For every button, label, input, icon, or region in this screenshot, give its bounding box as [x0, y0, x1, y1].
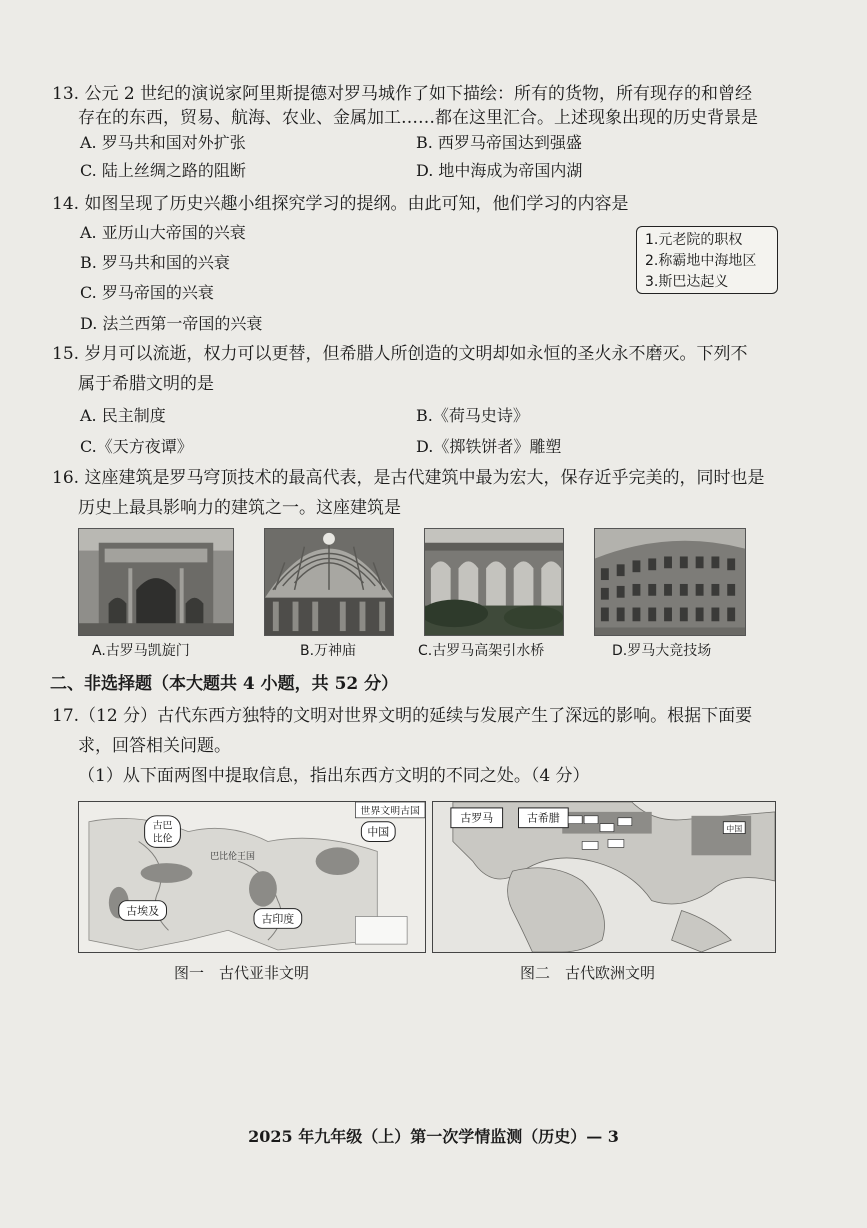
q16-stem-line1: 16. 这座建筑是罗马穹顶技术的最高代表，是古代建筑中最为宏大，保存近乎完美的，同时也是: [52, 468, 765, 488]
map-european-civilizations: [432, 801, 776, 953]
q15-stem-line1: 15. 岁月可以流逝，权力可以更替，但希腊人所创造的文明却如永恒的圣火永不磨灭。下列不: [52, 344, 748, 364]
outline-item: 1.元老院的职权: [645, 232, 743, 248]
q14-option-b[interactable]: B. 罗马共和国的兴衰: [80, 253, 230, 272]
q15-stem-line2: 属于希腊文明的是: [78, 374, 214, 394]
map2-label-china: 中国: [726, 824, 743, 834]
photo-aqueduct[interactable]: [424, 528, 564, 636]
map1-caption: 图一 古代亚非文明: [174, 964, 310, 982]
q14-option-d[interactable]: D. 法兰西第一帝国的兴衰: [80, 314, 263, 333]
map1-label-babylonian-kingdom: 巴比伦王国: [210, 852, 255, 863]
map1-label-india: 古印度: [261, 912, 295, 926]
photo-caption-b: B.万神庙: [300, 643, 357, 659]
map1-label-egypt: 古埃及: [126, 904, 160, 918]
q17-stem-line2: 求，回答相关问题。: [78, 736, 231, 756]
q13-option-d[interactable]: D. 地中海成为帝国内湖: [416, 161, 583, 180]
photo-caption-c: C.古罗马高架引水桥: [418, 643, 545, 659]
photo-triumphal-arch[interactable]: [78, 528, 234, 636]
photo-caption-a: A.古罗马凯旋门: [92, 643, 190, 659]
map2-label-rome: 古罗马: [460, 811, 494, 825]
q14-stem: 14. 如图呈现了历史兴趣小组探究学习的提纲。由此可知，他们学习的内容是: [52, 194, 629, 214]
q15-option-a[interactable]: A. 民主制度: [80, 406, 166, 425]
q13-stem-line1: 13. 公元 2 世纪的演说家阿里斯提德对罗马城作了如下描绘：所有的货物，所有现存的和曾经: [52, 84, 753, 104]
q15-option-b[interactable]: B.《荷马史诗》: [416, 406, 529, 425]
page-footer: 2025 年九年级（上）第一次学情监测（历史）— 3: [248, 1127, 619, 1146]
outline-item: 2.称霸地中海地区: [645, 253, 757, 269]
photo-colosseum[interactable]: [594, 528, 746, 636]
q13-option-a[interactable]: A. 罗马共和国对外扩张: [80, 133, 246, 152]
q13-stem-line2: 存在的东西，贸易、航海、农业、金属加工……都在这里汇合。上述现象出现的历史背景是: [78, 108, 758, 128]
photo-caption-d: D.罗马大竞技场: [612, 643, 712, 659]
q14-option-a[interactable]: A. 亚历山大帝国的兴衰: [80, 223, 246, 242]
map2-caption: 图二 古代欧洲文明: [520, 964, 656, 982]
q14-option-c[interactable]: C. 罗马帝国的兴衰: [80, 283, 214, 302]
photo-pantheon[interactable]: [264, 528, 394, 636]
q17-subquestion-1: （1）从下面两图中提取信息，指出东西方文明的不同之处。（4 分）: [78, 766, 590, 786]
q17-stem-line1: 17.（12 分）古代东西方独特的文明对世界文明的延续与发展产生了深远的影响。根据下面要: [52, 706, 753, 726]
map2-label-greece: 古希腊: [526, 811, 560, 825]
outline-item: 3.斯巴达起义: [645, 274, 729, 290]
map-asia-africa-civilizations: [78, 801, 426, 953]
q13-option-c[interactable]: C. 陆上丝绸之路的阻断: [80, 161, 246, 180]
map1-corner-title: 世界文明古国: [360, 805, 420, 817]
q13-option-b[interactable]: B. 西罗马帝国达到强盛: [416, 133, 582, 152]
q15-option-d[interactable]: D.《掷铁饼者》雕塑: [416, 437, 562, 456]
q15-option-c[interactable]: C.《天方夜谭》: [80, 437, 193, 456]
q16-stem-line2: 历史上最具影响力的建筑之一。这座建筑是: [78, 498, 401, 518]
section-heading: 二、非选择题（本大题共 4 小题，共 52 分）: [50, 674, 399, 694]
svg-text:比伦: 比伦: [152, 833, 173, 845]
map1-label-china: 中国: [367, 825, 390, 839]
svg-text:古巴: 古巴: [152, 820, 173, 832]
study-outline-box: [636, 226, 778, 294]
